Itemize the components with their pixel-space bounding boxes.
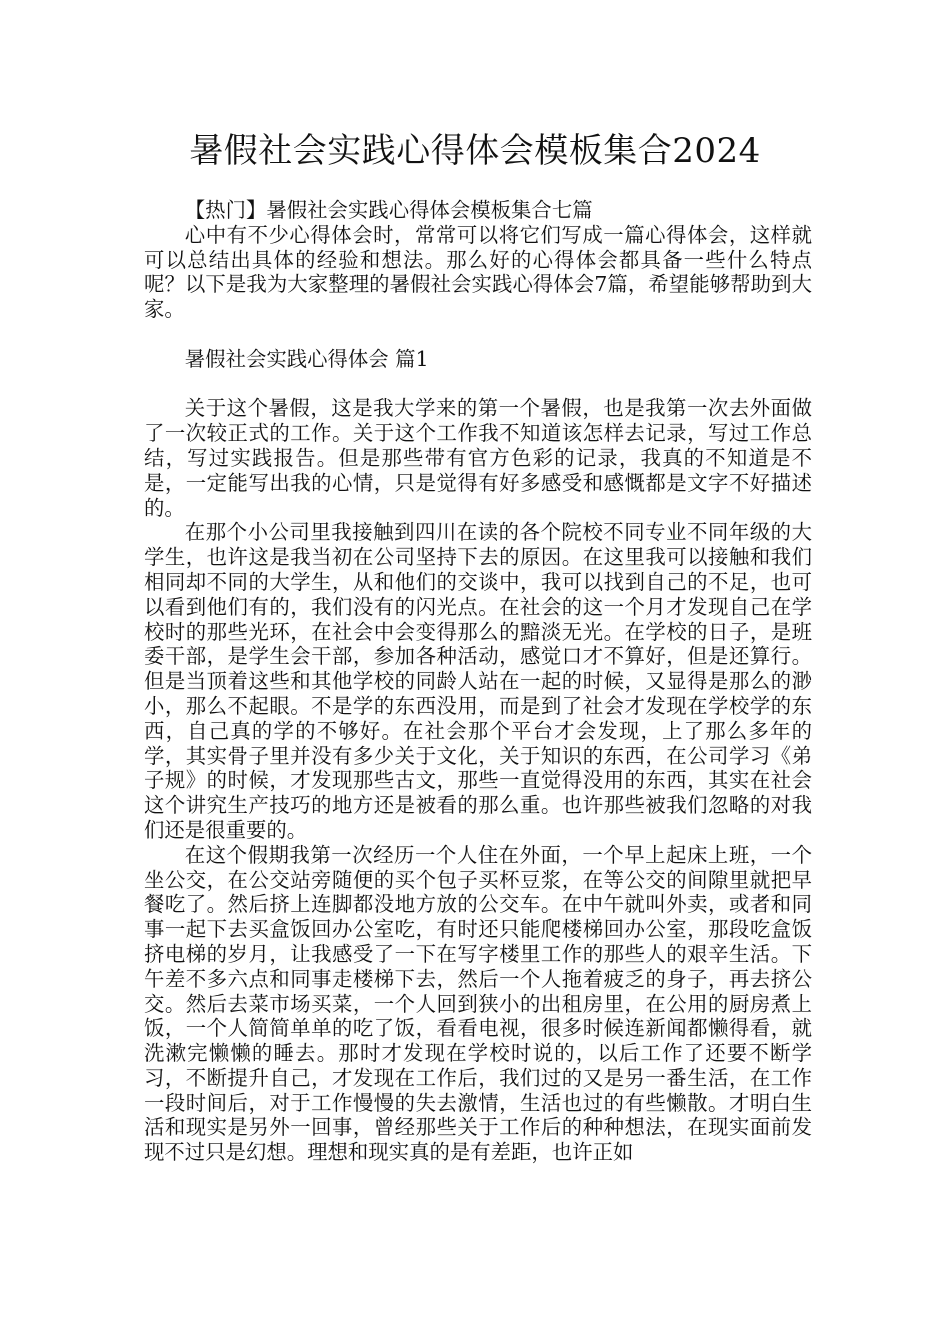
subtitle-paragraph: 【热门】暑假社会实践心得体会模板集合七篇 xyxy=(184,198,593,222)
intro-paragraph: 心中有不少心得体会时，常常可以将它们写成一篇心得体会，这样就可以总结出具体的经验和想法。那么好的心得体会都具备一些什么特点呢？以下是我为大家整理的暑假社会实践心得体会7篇，希望能够帮助到大家。 xyxy=(144,222,812,322)
body-paragraph: 关于这个暑假，这是我大学来的第一个暑假，也是我第一次去外面做了一次较正式的工作。关于这个工作我不知道该怎样去记录，写过工作总结，写过实践报告。但是那些带有官方色彩的记录，我真的不知道是不是，一定能写出我的心情，只是觉得有好多感受和感慨都是文字不好描述的。 xyxy=(144,396,812,520)
body-paragraph: 在那个小公司里我接触到四川在读的各个院校不同专业不同年级的大学生，也许这是我当初在公司坚持下去的原因。在这里我可以接触和我们相同却不同的大学生，从和他们的交谈中，我可以找到自己的不足，也可以看到他们有的，我们没有的闪光点。在社会的这一个月才发现自己在学校时的那些光环，在社会中会变得那么的黯淡无光。在学校的日子，是班委干部，是学生会干部，参加各种活动，感觉口才不算好，但是还算行。但是当顶着这些和其他学校的同龄人站在一起的时候，又显得是那么的渺小，那么不起眼。不是学的东西没用，而是到了社会才发现在学校学的东西，自己真的学的不够好。在社会那个平台才会发现，上了那么多年的学，其实骨子里并没有多少关于文化，关于知识的东西，在公司学习《弟子规》的时候，才发现那些古文，那些一直觉得没用的东西，其实在社会这个讲究生产技巧的地方还是被看的那么重。也许那些被我们忽略的对我们还是很重要的。 xyxy=(144,520,812,842)
section-heading: 暑假社会实践心得体会 篇1 xyxy=(184,346,429,371)
document-title: 暑假社会实践心得体会模板集合2024 xyxy=(189,131,761,171)
body-paragraph: 在这个假期我第一次经历一个人住在外面，一个早上起床上班，一个坐公交，在公交站旁随便的买个包子买杯豆浆，在等公交的间隙里就把早餐吃了。然后挤上连脚都没地方放的公交车。在中午就叫外卖，或者和同事一起下去买盒饭回办公室吃，有时还只能爬楼梯回办公室，那段吃盒饭挤电梯的岁月，让我感受了一下在写字楼里工作的那些人的艰辛生活。下午差不多六点和同事走楼梯下去，然后一个人拖着疲乏的身子，再去挤公交。然后去菜市场买菜，一个人回到狭小的出租房里，在公用的厨房煮上饭，一个人简简单单的吃了饭，看看电视，很多时候连新闻都懒得看，就洗漱完懒懒的睡去。那时才发现在学校时说的，以后工作了还要不断学习，不断提升自己，才发现在工作后，我们过的又是另一番生活，在工作一段时间后，对于工作慢慢的失去激情，生活也过的有些懒散。才明白生活和现实是另外一回事，曾经那些关于工作后的种种想法，在现实面前发现不过只是幻想。理想和现实真的是有差距，也许正如 xyxy=(144,842,812,1165)
document-body xyxy=(144,198,812,1165)
